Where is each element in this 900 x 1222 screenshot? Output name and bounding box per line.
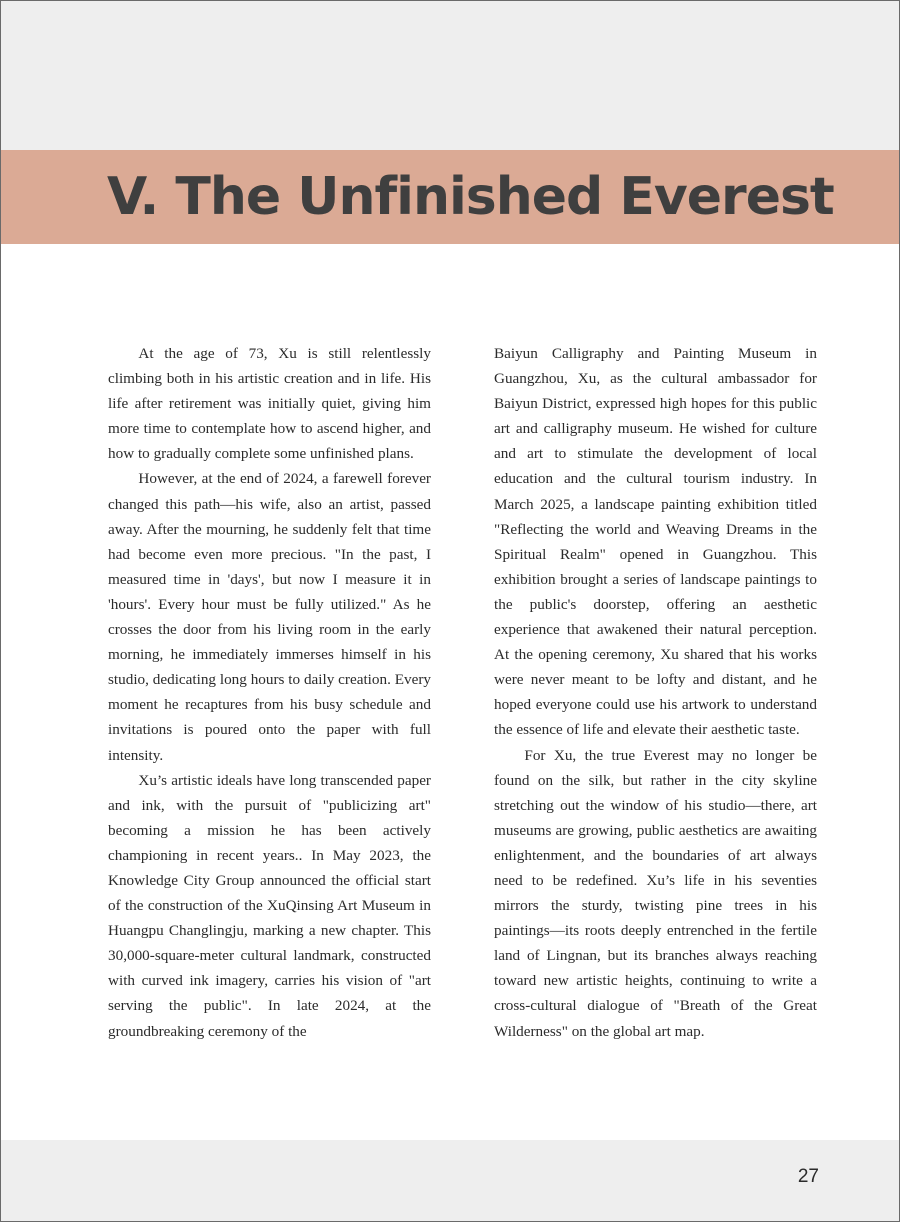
left-text-column (108, 341, 431, 1044)
top-margin-band (0, 0, 900, 150)
right-text-column (494, 341, 817, 1044)
chapter-title: V. The Unfinished Everest (107, 167, 834, 227)
page-number: 27 (797, 1166, 819, 1187)
paragraph: At the age of 73, Xu is still relentlessly climbing both in his artistic creation and in life. His life after retirement was initially quiet, giving him more time to contemplate how to ascend higher, and how to gradually complete some unfinished plans. (108, 345, 431, 463)
footer-band (0, 1140, 900, 1222)
paragraph: Xu’s artistic ideals have long transcended paper and ink, with the pursuit of "publicizing art" becoming a mission he has been actively championing in recent years.. In May 2023, the Knowledge City Group announced the official start of the construction of the XuQinsing Art Museum in Huangpu Changlingju, marking a new chapter. This 30,000-square-meter cultural landmark, constructed with curved ink imagery, carries his vision of "art serving the public". In late 2024, at the groundbreaking ceremony of the (108, 771, 431, 1040)
paragraph: For Xu, the true Everest may no longer be found on the silk, but rather in the city skyline stretching out the window of his studio—there, art museums are growing, public aesthetics are awaiting enlightenment, and the boundaries of art always need to be redefined. Xu’s life in his seventies mirrors the sturdy, twisting pine trees in his paintings—its roots deeply entrenched in the fertile land of Lingnan, but its branches always reaching toward new artistic heights, continuing to write a cross-cultural dialogue of "Breath of the Great Wilderness" on the global art map. (494, 746, 817, 1040)
paragraph-continued: Baiyun Calligraphy and Painting Museum in Guangzhou, Xu, as the cultural ambassador for Baiyun District, expressed high hopes for this public art and calligraphy museum. He wished for culture and art to stimulate the development of local education and the cultural tourism industry. In March 2025, a landscape painting exhibition titled "Reflecting the world and Weaving Dreams in the Spiritual Realm" opened in Guangzhou. This exhibition brought a series of landscape paintings to the public's doorstep, offering an aesthetic experience that awakened their natural perception. At the opening ceremony, Xu shared that his works were never meant to be lofty and distant, and he hoped everyone could use his artwork to understand the essence of life and elevate their aesthetic taste. (494, 345, 817, 739)
paragraph: However, at the end of 2024, a farewell forever changed this path—his wife, also an artist, passed away. After the mourning, he suddenly felt that time had become even more precious. "In the past, I measured time in 'days', but now I measure it in 'hours'. Every hour must be fully utilized." As he crosses the door from his living room in the early morning, he immediately immerses himself in his studio, dedicating long hours to daily creation. Every moment he recaptures from his busy schedule and invitations is poured onto the paper with full intensity. (108, 470, 431, 764)
